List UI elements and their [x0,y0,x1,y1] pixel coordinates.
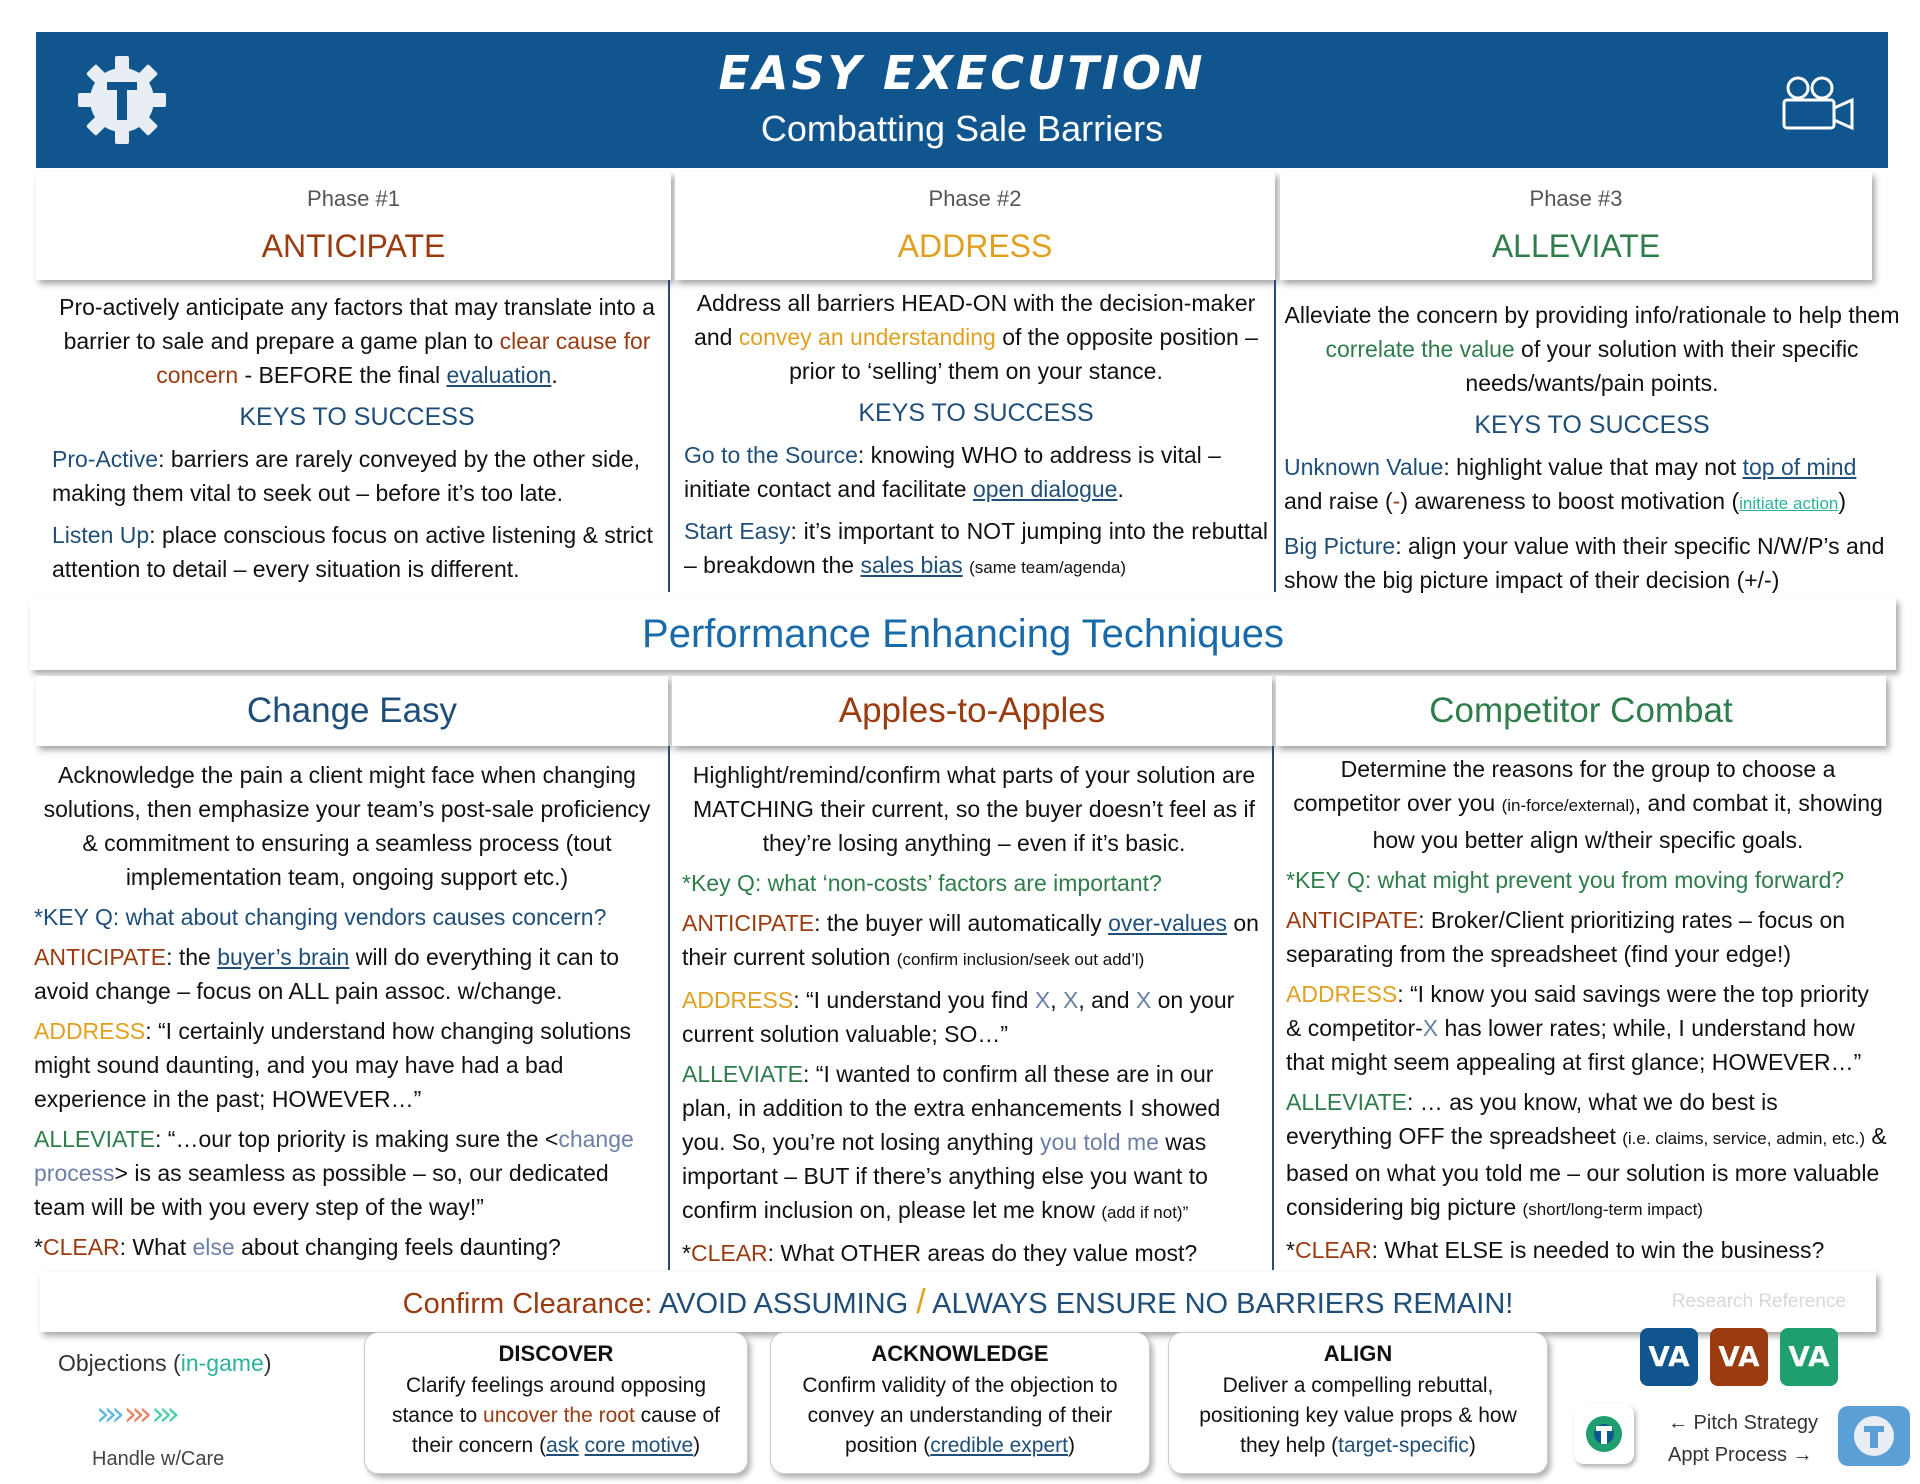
handle-with-care-label: Handle w/Care [92,1448,225,1470]
page-title: EASY EXECUTION [718,46,1206,100]
address-line: ADDRESS: “I understand you find X, X, and X on your current solution valuable; SO…” [682,987,1235,1047]
clear-line: *CLEAR: What ELSE is needed to win the business? [1286,1237,1825,1263]
keys-heading: KEYS TO SUCCESS [239,403,475,431]
divider [668,280,670,592]
phase-card-3 [1280,172,1872,280]
phase-number: Phase #2 [928,186,1022,211]
techniques-banner: Performance Enhancing Techniques [30,598,1896,670]
phase-card-1 [36,172,671,280]
pitch-strategy-link[interactable]: ← Pitch Strategy [1668,1412,1819,1434]
key-item: Unknown Value: highlight value that may not top of mind and raise (-) awareness to boost motivation (initiate action) [1284,454,1857,514]
apples-content [682,758,1266,1276]
clear-line: *CLEAR: What OTHER areas do they value most? [682,1240,1198,1266]
key-item: Listen Up: place conscious focus on active listening & strict attention to detail – every situation is different. [52,522,653,582]
step-title: DISCOVER [498,1341,614,1366]
evaluation-link[interactable]: evaluation [446,362,552,388]
technique-card-competitor: Competitor Combat [1276,676,1886,746]
anticipate-line: ANTICIPATE: Broker/Client prioritizing rates – focus on separating from the spreadsheet (find your edge!) [1286,907,1846,967]
pitch-strategy-icon[interactable] [1574,1404,1634,1464]
core-motive-link[interactable]: core motive [584,1434,694,1457]
key-question: *KEY Q: what about changing vendors causes concern? [34,904,607,930]
confirm-clearance-bar: Confirm Clearance: AVOID ASSUMING / ALWAYS ENSURE NO BARRIERS REMAIN! Research Reference [40,1272,1876,1332]
change-easy-content [34,758,660,1270]
phase-number: Phase #3 [1529,186,1623,211]
page-subtitle: Combatting Sale Barriers [760,108,1164,149]
step-title: ACKNOWLEDGE [871,1341,1049,1366]
address-line: ADDRESS: “I certainly understand how changing solutions might sound daunting, and you may have had a bad experience in the past; HOWEVER…” [34,1018,632,1112]
alleviate-line: ALLEVIATE: “I wanted to confirm all these are in our plan, in addition to the extra enhancements I showed you. So, you’re not losing anything you told me was important – BUT if there’s anything else you want to confirm inclusion on, please let me know (add if not)” [682,1061,1221,1223]
address-line: ADDRESS: “I know you said savings were the top priority & competitor-X has lower rates; while, I understand how that might seem appealing at first glance; HOWEVER…” [1286,981,1869,1075]
key-item: Pro-Active: barriers are rarely conveyed by the other side, making them vital to seek out – before it’s too late. [52,446,641,506]
technique-card-change-easy: Change Easy [36,676,668,746]
phase-name: ALLEVIATE [1491,228,1661,264]
technique-intro: Determine the reasons for the group to choose a competitor over you (in-force/external), and combat it, showing how you better align w/their specific goals. [1293,756,1883,853]
divider [1274,280,1276,592]
appt-process-icon[interactable] [1838,1406,1910,1466]
initiate-action-link[interactable]: initiate action [1739,494,1839,513]
phase-intro: Alleviate the concern by providing info/rationale to help them correlate the value of your solution with their specific needs/wants/pain points. [1284,302,1900,396]
key-item: Start Easy: it’s important to NOT jumping into the rebuttal – breakdown the sales bias (same team/agenda) [684,518,1268,578]
research-reference-link[interactable]: Research Reference [1671,1291,1846,1312]
credible-expert-link[interactable]: credible expert [930,1434,1068,1457]
alleviate-line: ALLEVIATE: … as you know, what we do best is everything OFF the spreadsheet (i.e. claims, service, admin, etc.) & based on what you told me – our solution is more valuable considering big picture (short/long-term impact) [1286,1089,1887,1220]
divider [668,746,670,1270]
phase-name: ANTICIPATE [261,228,446,264]
key-question: *KEY Q: what might prevent you from moving forward? [1286,867,1845,893]
phase-card-2 [675,172,1275,280]
step-body: Confirm validity of the objection to convey an understanding of their position (credible expert) [802,1374,1118,1457]
key-item: Big Picture: align your value with their specific N/W/P’s and show the big picture impact of their decision (+/-) [1284,533,1885,593]
phase-2-content [684,286,1268,593]
align-card [1168,1332,1548,1474]
key-item: Go to the Source: knowing WHO to address is vital – initiate contact and facilitate open dialogue. [684,442,1221,502]
acknowledge-card [770,1332,1150,1474]
appt-process-link[interactable]: Appt Process → [1668,1444,1813,1466]
step-title: ALIGN [1323,1341,1393,1366]
sales-bias-link[interactable]: sales bias [860,552,963,578]
discover-card [364,1332,748,1474]
open-dialogue-link[interactable]: open dialogue [972,476,1118,502]
key-question: *Key Q: what ‘non-costs’ factors are important? [682,870,1162,896]
step-body: Clarify feelings around opposing stance to uncover the root cause of their concern (ask core motive) [391,1374,721,1457]
chevrons-icon: ››› ››› ››› [96,1394,175,1434]
competitor-content [1286,752,1890,1273]
phase-3-content [1284,298,1900,605]
top-of-mind-link[interactable]: top of mind [1742,454,1857,480]
phase-name: ADDRESS [897,228,1053,264]
buyers-brain-link[interactable]: buyer’s brain [217,944,350,970]
va-navy-button[interactable]: VA [1640,1328,1698,1386]
objections-label: Objections (in-game) [58,1350,272,1376]
ask-link[interactable]: ask [546,1434,579,1457]
keys-heading: KEYS TO SUCCESS [858,399,1094,427]
phase-1-content [52,290,662,594]
anticipate-line: ANTICIPATE: the buyer’s brain will do everything it can to avoid change – focus on ALL pain assoc. w/change. [34,944,620,1004]
video-camera-icon[interactable] [1776,74,1858,134]
va-green-button[interactable]: VA [1780,1328,1838,1386]
clear-line: *CLEAR: What else about changing feels daunting? [34,1234,561,1260]
technique-intro: Highlight/remind/confirm what parts of your solution are MATCHING their current, so the buyer doesn’t feel as if they’re losing anything – even if it’s basic. [692,762,1256,856]
phase-number: Phase #1 [307,186,400,211]
phase-intro: Address all barriers HEAD-ON with the decision-maker and convey an understanding of the opposite position – prior to ‘selling’ them on your stance. [694,290,1258,384]
keys-heading: KEYS TO SUCCESS [1474,411,1710,439]
divider [1272,746,1274,1270]
over-values-link[interactable]: over-values [1108,910,1227,936]
anticipate-line: ANTICIPATE: the buyer will automatically over-values on their current solution (confirm inclusion/seek out add’l) [682,910,1259,970]
va-rust-button[interactable]: VA [1710,1328,1768,1386]
step-body: Deliver a compelling rebuttal, positioning key value props & how they help (target-specific) [1199,1374,1517,1457]
header-bar [36,32,1888,168]
technique-intro: Acknowledge the pain a client might face when changing solutions, then emphasize your team’s post-sale proficiency & commitment to ensuring a seamless process (tout implementation team, ongoing support etc.) [43,762,651,890]
alleviate-line: ALLEVIATE: “…our top priority is making sure the <change process> is as seamless as possible – so, our dedicated team will be with you every step of the way!” [34,1126,634,1220]
technique-card-apples: Apples-to-Apples [672,676,1272,746]
phase-intro: Pro-actively anticipate any factors that may translate into a barrier to sale and prepare a game plan to clear cause for concern - BEFORE the final evaluation. [59,294,655,388]
